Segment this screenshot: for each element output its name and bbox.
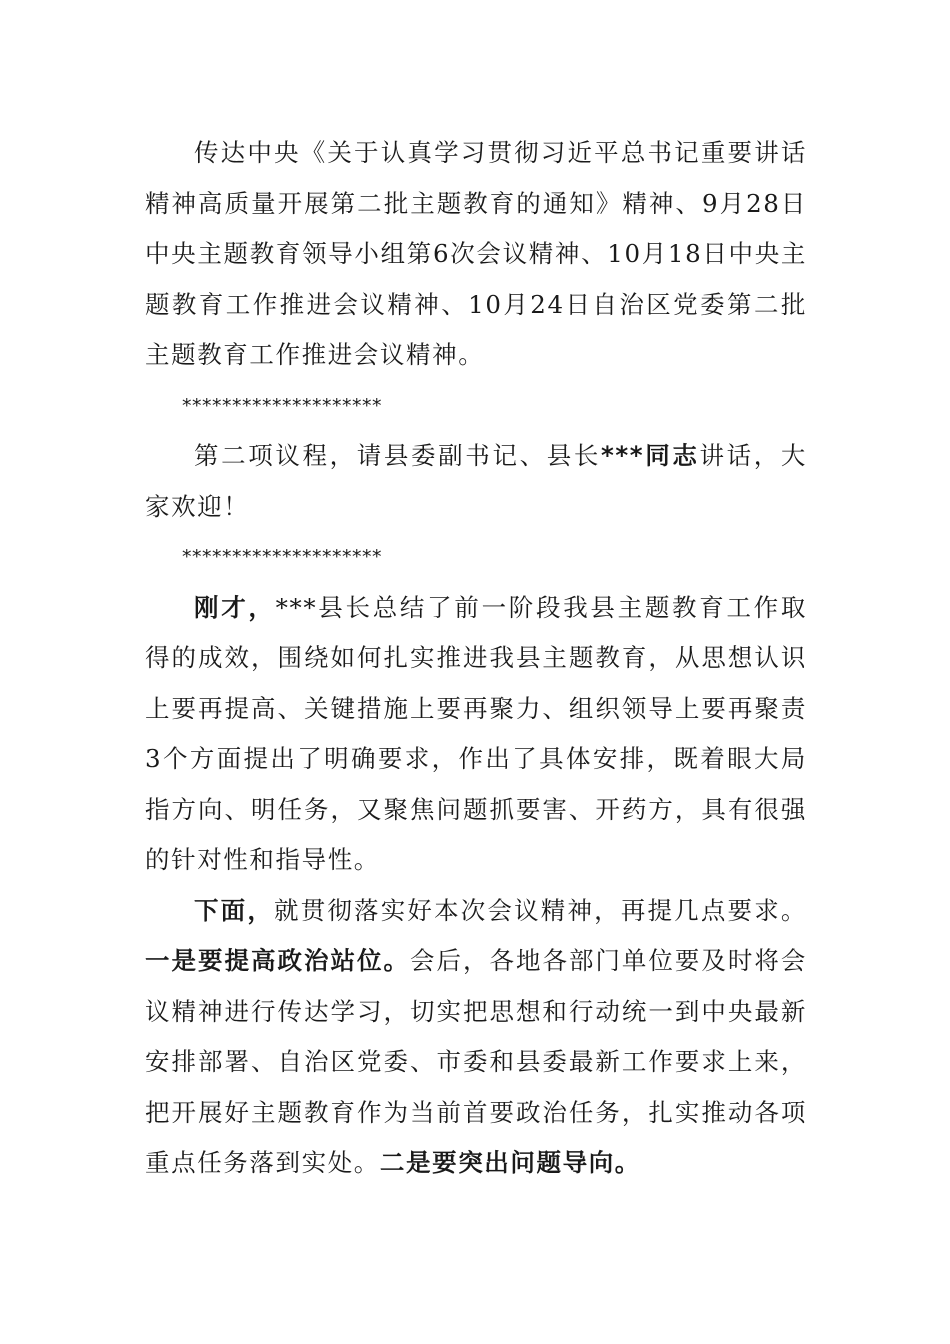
paragraph-just-now [145,583,807,886]
requirements-intro-text: 就贯彻落实好本次会议精神，再提几点要求。 [274,895,807,925]
summary-text: ***县长总结了前一阶段我县主题教育工作取得的成效，围绕如何扎实推进我县主题教育，从思想认识上要再提高、关键措施上要再聚力、组织领导上要再聚责3个方面提出了明确要求，作出了具体安排，既着眼大局指方向、明任务，又聚焦问题抓要害、开药方，具有很强的针对性和指导性。 [145,592,807,874]
agenda-text: 第二项议程，请县委副书记、县长 [194,441,601,470]
requirement-two-heading: 二是要突出问题导向。 [379,1148,641,1177]
paragraph-second-agenda [145,431,807,532]
requirement-one-heading: 一是要提高政治站位。 [145,946,410,975]
agenda-welcome-text: 讲话，大家欢迎！ [145,441,807,521]
comrade-name-bold: ***同志 [600,441,700,470]
requirement-one-text: 会后，各地各部门单位要及时将会议精神进行传达学习，切实把思想和行动统一到中央最新安排部署、自治区党委、市委和县委最新工作要求上来，把开展好主题教育作为当前首要政治任务，扎实推动各项重点任务落到实处。 [145,946,808,1177]
paragraph-transmit-spirit: 传达中央《关于认真学习贯彻习近平总书记重要讲话精神高质量开展第二批主题教育的通知》精神、9月28日中央主题教育领导小组第6次会议精神、10月18日中央主题教育工作推进会议精神、10月24日自治区党委第二批主题教育工作推进会议精神。 [145,138,807,369]
separator-asterisks: ******************** [182,394,382,417]
paragraph-requirements [145,886,807,1189]
separator-asterisks: ******************** [182,546,382,568]
just-now-bold: 刚才， [194,592,276,622]
below-bold: 下面， [194,895,275,925]
document-body [145,128,807,1189]
